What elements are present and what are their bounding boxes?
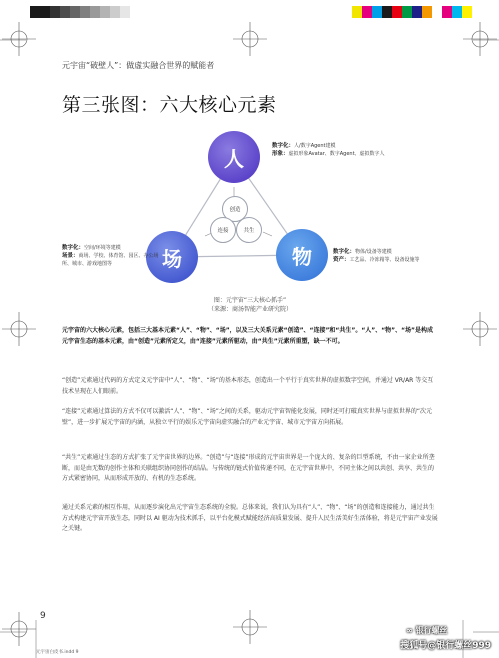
paragraph: “连接”元素通过算法的方式不仅可以激活“人”、“物”、“场”之间的关系，驱动元宇宙智能化发展，同时还可打破真实世界与虚拟世界的“次元壁”，进一步扩展元宇宙的内涵，从独立平行的娱乐元宇宙向虚实融合的产业元宇宙、城市元宇宙方向拓展。	[62, 408, 432, 426]
wu-note-value: 工艺品、冷冻箱等、设备设施等	[349, 257, 420, 263]
caption-line: 图：元宇宙“三大核心抓手”	[213, 297, 287, 304]
create-label: 创造	[229, 207, 241, 213]
ren-note-value: 人/数字Agent建模	[294, 143, 336, 149]
wu-note-key: 数字化：	[333, 249, 356, 255]
section-title: 第三张图：六大核心元素	[62, 94, 277, 116]
cogen-label: 共生	[243, 228, 255, 234]
cogen-node	[236, 217, 262, 243]
paragraph: “创造”元素通过代码的方式定义元宇宙中“人”、“物”、“场”的基本形态，创造出一个平行于真实世界的虚拟数字空间，并通过 VR/AR 等交互技术呈现在人们眼前。	[62, 377, 434, 395]
chang-note-value: 商场、学校、体育馆、园区、办公场所、城市、游戏地图等	[62, 253, 159, 267]
chang-note-key: 场景：	[62, 253, 79, 259]
ren-label: 人	[224, 146, 244, 171]
wu-note-key: 资产：	[333, 257, 350, 263]
caption-line: （来源：商汤智能产业研究院）	[207, 306, 292, 313]
chang-note-key: 数字化：	[62, 245, 85, 251]
paragraph: 元宇宙的六大核心元素，包括三大基本元素“人”、“物”、“场”，以及三大关系元素“创造”、“连接”和“共生”。“人”、“物”、“场”是构成元宇宙生态的基本元素，由“创造”元素所定义，由“连接”元素所驱动，由“共生”元素所重塑，缺一不可。	[62, 327, 433, 345]
wu-node	[276, 229, 328, 281]
paragraph: “共生”元素通过生态的方式扩张了元宇宙世界的边界。“创造”与“连接”形成的元宇宙世界是一个庞大的、复杂的巨型系统，不由一家企业所垄断，而是由无数的创作主体和关联组织协同创作的结晶。与传统的链式价值传递不同，在元宇宙世界中，不同主体之间以共创、共享、共生的方式紧密协同，从而形成开放的、有机的生态系统。	[62, 454, 435, 482]
running-header: 元宇宙“破壁人”：做虚实融合世界的赋能者	[62, 61, 215, 70]
ren-node	[208, 131, 260, 183]
wu-label: 物	[292, 244, 312, 269]
file-footer: 元宇宙白皮书.indd 9	[36, 650, 79, 655]
wu-notes	[333, 248, 438, 264]
connect-label: 连接	[217, 228, 229, 234]
ren-note-value: 虚拟形象Avatar、数字Agent、虚拟数字人	[288, 151, 385, 157]
ren-note-key: 形象：	[272, 151, 289, 157]
watermark-logo: ∞ 银行螺丝	[406, 626, 448, 635]
figure-caption	[160, 296, 340, 314]
ren-note-key: 数字化：	[272, 143, 295, 149]
connect-node	[210, 217, 236, 243]
page-number: 9	[40, 611, 46, 621]
chang-notes	[62, 244, 162, 268]
chang-note-value: 空间/环境等建模	[84, 245, 121, 251]
paragraph: 通过关系元素的相互作用，从而逐步演化出元宇宙生态系统的全貌。总体来说，我们认为具有“人”、“物”、“场”的创造和连接能力，通过共生方式构建元宇宙开放生态，同时以 AI 驱动为技术抓手，以平台化模式赋能经济高质量发展、提升人民生活美好生活体验，将是元宇宙产业发展之关键。	[62, 504, 438, 532]
ren-notes	[272, 142, 402, 158]
chang-label: 场	[162, 246, 182, 271]
wu-note-value: 物体/设备等建模	[355, 249, 392, 255]
watermark-text: 搜狐号@银行螺丝999	[400, 641, 491, 651]
